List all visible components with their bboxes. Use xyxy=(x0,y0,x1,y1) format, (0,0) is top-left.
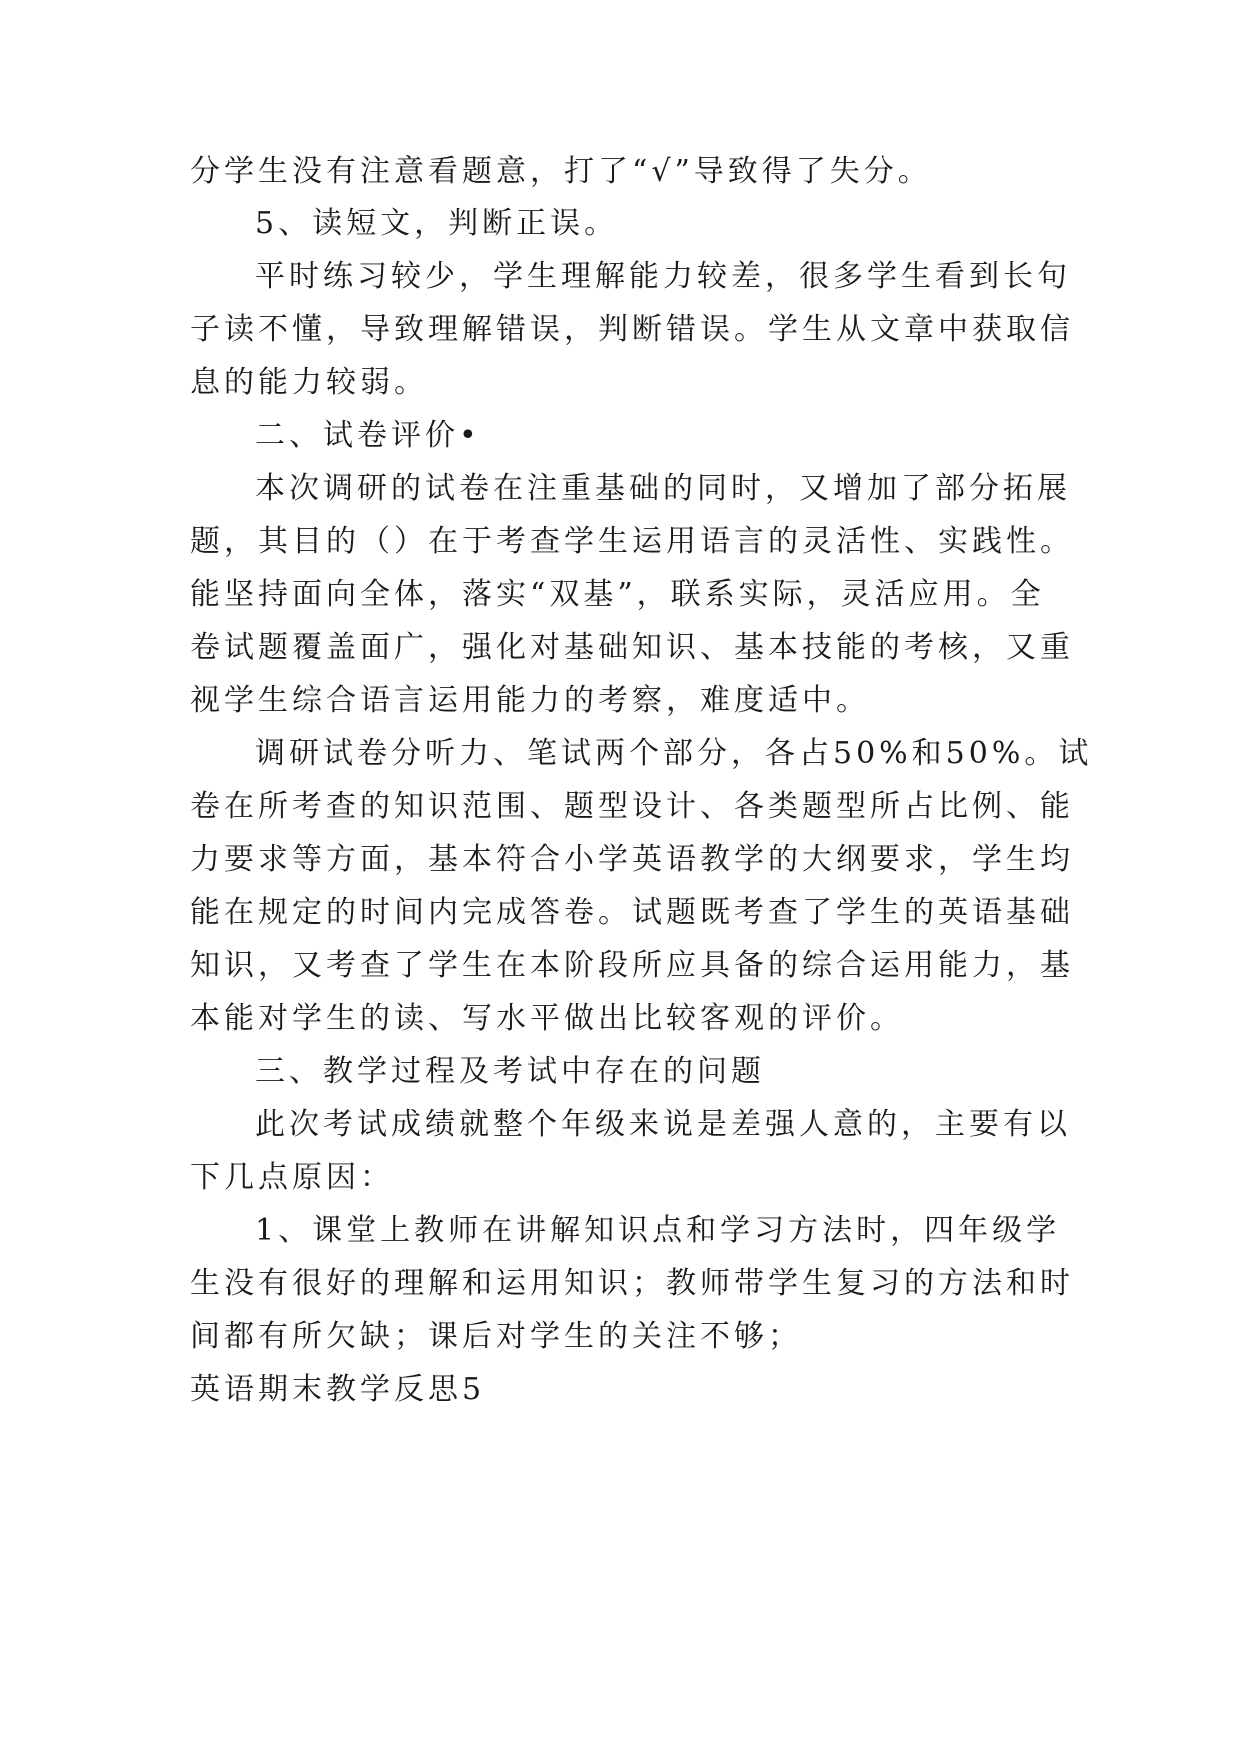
text-line: 能在规定的时间内完成答卷。试题既考查了学生的英语基础 xyxy=(190,895,1074,930)
section-heading: 二、试卷评价• xyxy=(255,418,481,453)
text-line: 分学生没有注意看题意，打了“√”导致得了失分。 xyxy=(190,154,932,189)
text-line: 息的能力较弱。 xyxy=(190,365,428,400)
text-line: 下几点原因： xyxy=(190,1160,394,1195)
text-line: 5、读短文，判断正误。 xyxy=(255,206,619,241)
text-line: 力要求等方面，基本符合小学英语教学的大纲要求，学生均 xyxy=(190,842,1074,877)
text-line: 本能对学生的读、写水平做出比较客观的评价。 xyxy=(190,1001,904,1036)
text-line: 卷试题覆盖面广，强化对基础知识、基本技能的考核，又重 xyxy=(190,630,1074,665)
text-line: 此次考试成绩就整个年级来说是差强人意的，主要有以 xyxy=(255,1107,1071,1142)
document-title: 英语期末教学反思5 xyxy=(190,1372,486,1407)
text-line: 1、课堂上教师在讲解知识点和学习方法时，四年级学 xyxy=(255,1213,1061,1248)
text-line: 生没有很好的理解和运用知识；教师带学生复习的方法和时 xyxy=(190,1266,1074,1301)
text-line: 平时练习较少，学生理解能力较差，很多学生看到长句 xyxy=(255,259,1071,294)
text-line: 调研试卷分听力、笔试两个部分，各占50%和50%。试 xyxy=(255,736,1093,771)
section-heading: 三、教学过程及考试中存在的问题 xyxy=(255,1054,765,1089)
text-line: 间都有所欠缺；课后对学生的关注不够； xyxy=(190,1319,802,1354)
text-line: 本次调研的试卷在注重基础的同时，又增加了部分拓展 xyxy=(255,471,1071,506)
text-line: 子读不懂，导致理解错误，判断错误。学生从文章中获取信 xyxy=(190,312,1074,347)
text-line: 题，其目的（）在于考查学生运用语言的灵活性、实践性。 xyxy=(190,524,1074,559)
text-line: 视学生综合语言运用能力的考察，难度适中。 xyxy=(190,683,870,718)
text-line: 知识，又考查了学生在本阶段所应具备的综合运用能力，基 xyxy=(190,948,1074,983)
text-line: 能坚持面向全体，落实“双基”，联系实际，灵活应用。全 xyxy=(190,577,1045,612)
text-line: 卷在所考查的知识范围、题型设计、各类题型所占比例、能 xyxy=(190,789,1074,824)
